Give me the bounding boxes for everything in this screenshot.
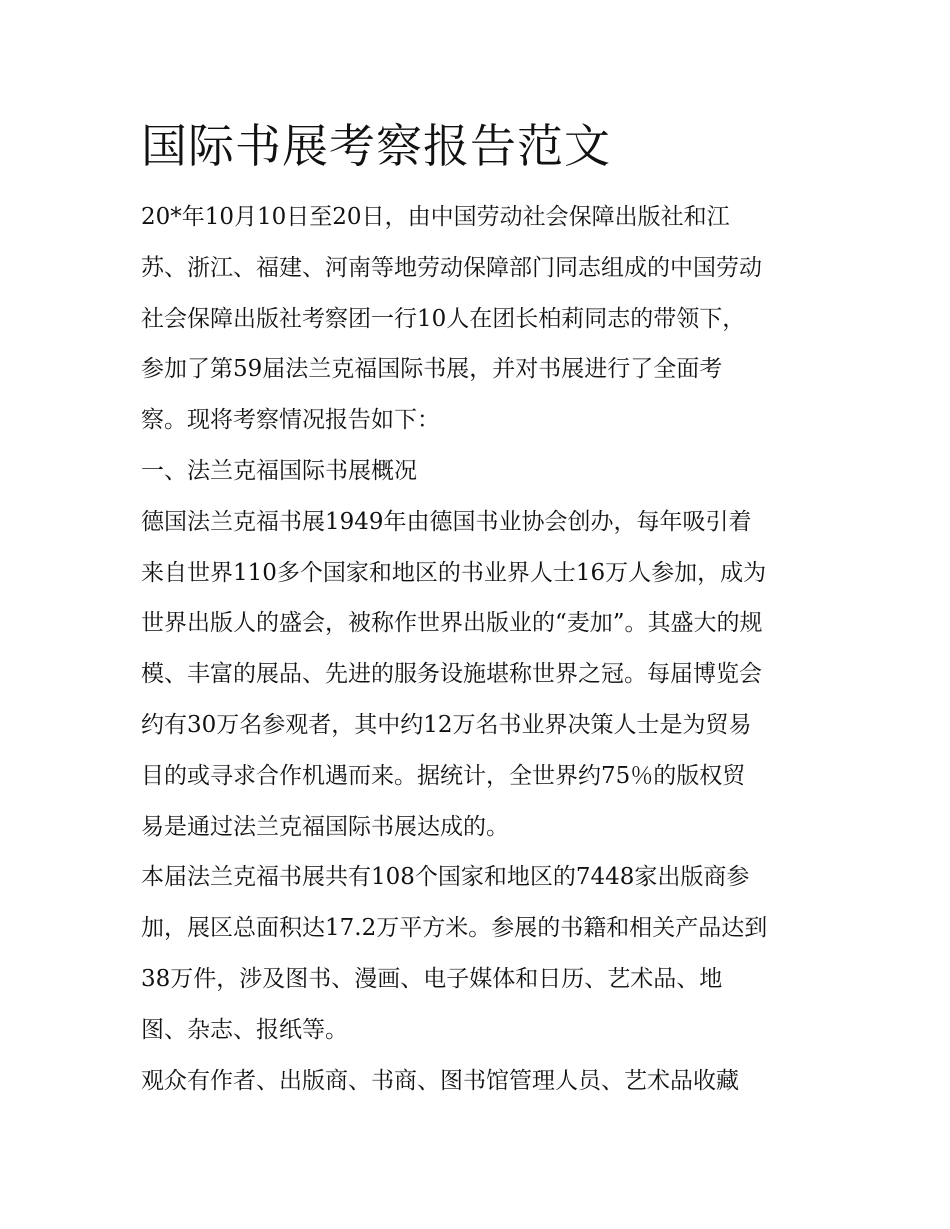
text-line: 社会保障出版社考察团一行10人在团长柏莉同志的带领下， — [141, 305, 746, 332]
text-line: 世界出版人的盛会，被称作世界出版业的“麦加”。其盛大的规 — [141, 610, 763, 637]
text-line: 模、丰富的展品、先进的服务设施堪称世界之冠。每届博览会 — [141, 661, 762, 688]
text-line: 本届法兰克福书展共有108个国家和地区的7448家出版商参 — [141, 864, 750, 891]
text-line: 20*年10月10日至20日，由中国劳动社会保障出版社和江 — [141, 204, 730, 230]
text-line: 加，展区总面积达17.2万平方米。参展的书籍和相关产品达到 — [141, 915, 768, 942]
text-line: 观众有作者、出版商、书商、图书馆管理人员、艺术品收藏 — [141, 1067, 739, 1094]
paragraph-overview — [141, 497, 821, 853]
text-line: 苏、浙江、福建、河南等地劳动保障部门同志组成的中国劳动 — [141, 254, 762, 281]
text-line: 易是通过法兰克福国际书展达成的。 — [141, 813, 509, 840]
document-body — [141, 110, 821, 1106]
paragraph-intro — [141, 192, 821, 446]
text-line: 来自世界110多个国家和地区的书业界人士16万人参加，成为 — [141, 559, 767, 586]
document-title: 国际书展考察报告范文 — [141, 119, 611, 173]
text-line: 目的或寻求合作机遇而来。据统计，全世界约75％的版权贸 — [141, 762, 746, 789]
section-heading-text: 一、法兰克福国际书展概况 — [141, 457, 417, 484]
text-line: 图、杂志、报纸等。 — [141, 1016, 348, 1043]
text-line: 参加了第59届法兰克福国际书展，并对书展进行了全面考 — [141, 356, 723, 383]
paragraph-audience — [141, 1056, 821, 1107]
section-heading — [141, 446, 821, 497]
text-line: 德国法兰克福书展1949年由德国书业协会创办，每年吸引着 — [141, 508, 752, 535]
paragraph-statistics — [141, 852, 821, 1055]
text-line: 约有30万名参观者，其中约12万名书业界决策人士是为贸易 — [141, 711, 752, 738]
text-line: 38万件，涉及图书、漫画、电子媒体和日历、艺术品、地 — [141, 965, 723, 992]
text-line: 察。现将考察情况报告如下： — [141, 407, 440, 434]
